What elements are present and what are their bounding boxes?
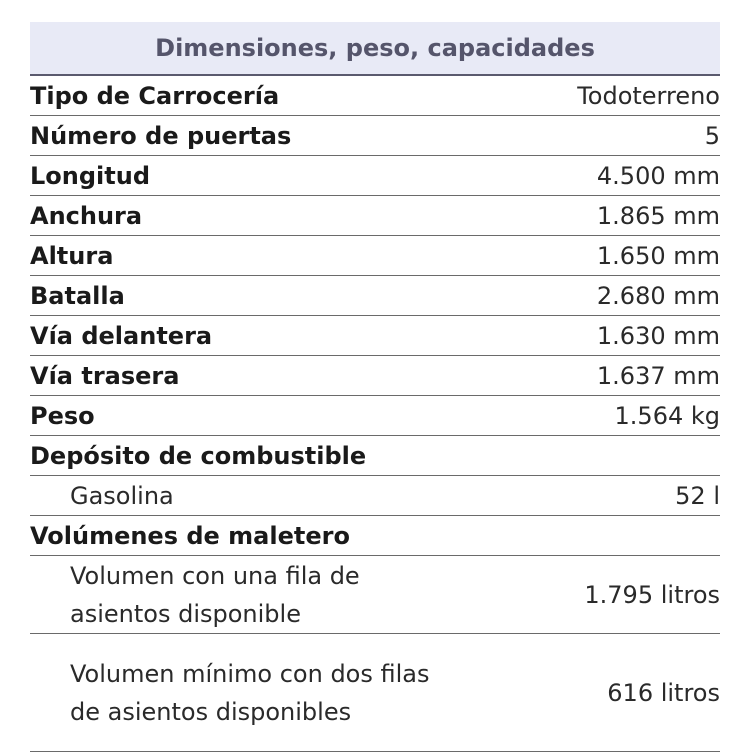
table-row <box>30 276 720 316</box>
row-label: Volumen mínimo con dos filas de asientos disponibles <box>70 659 430 726</box>
row-label: Número de puertas <box>30 121 292 150</box>
section-label: Volúmenes de maletero <box>30 521 350 550</box>
table-row <box>30 156 720 196</box>
table-row <box>30 634 720 752</box>
row-value: 616 litros <box>607 678 720 707</box>
row-label: Longitud <box>30 161 151 190</box>
row-value: 1.637 mm <box>596 361 720 390</box>
row-value: 1.795 litros <box>584 580 720 609</box>
table-title: Dimensiones, peso, capacidades <box>155 34 595 62</box>
table-row <box>30 396 720 436</box>
row-value: 1.865 mm <box>596 201 720 230</box>
row-label: Vía trasera <box>30 361 180 390</box>
row-label: Volumen con una fila de asientos disponible <box>70 561 360 628</box>
row-value: 1.630 mm <box>596 321 720 350</box>
row-value: 5 <box>704 121 720 150</box>
row-label: Anchura <box>30 201 143 230</box>
section-heading-fuel <box>30 436 720 476</box>
row-value: 4.500 mm <box>596 161 720 190</box>
row-value: 52 l <box>675 481 720 510</box>
row-value: Todoterreno <box>577 81 720 110</box>
specs-table <box>30 22 720 752</box>
table-row <box>30 196 720 236</box>
row-label: Batalla <box>30 281 125 310</box>
table-row <box>30 316 720 356</box>
table-row <box>30 556 720 634</box>
table-row <box>30 116 720 156</box>
row-value: 2.680 mm <box>596 281 720 310</box>
row-label: Vía delantera <box>30 321 213 350</box>
row-label: Gasolina <box>70 481 174 510</box>
row-label: Peso <box>30 401 95 430</box>
section-heading-trunk <box>30 516 720 556</box>
row-value: 1.650 mm <box>596 241 720 270</box>
row-label: Tipo de Carrocería <box>30 81 280 110</box>
table-row <box>30 476 720 516</box>
table-header <box>30 22 720 76</box>
row-value: 1.564 kg <box>614 401 720 430</box>
row-label: Altura <box>30 241 114 270</box>
section-label: Depósito de combustible <box>30 441 367 470</box>
table-row <box>30 356 720 396</box>
table-row <box>30 76 720 116</box>
table-row <box>30 236 720 276</box>
